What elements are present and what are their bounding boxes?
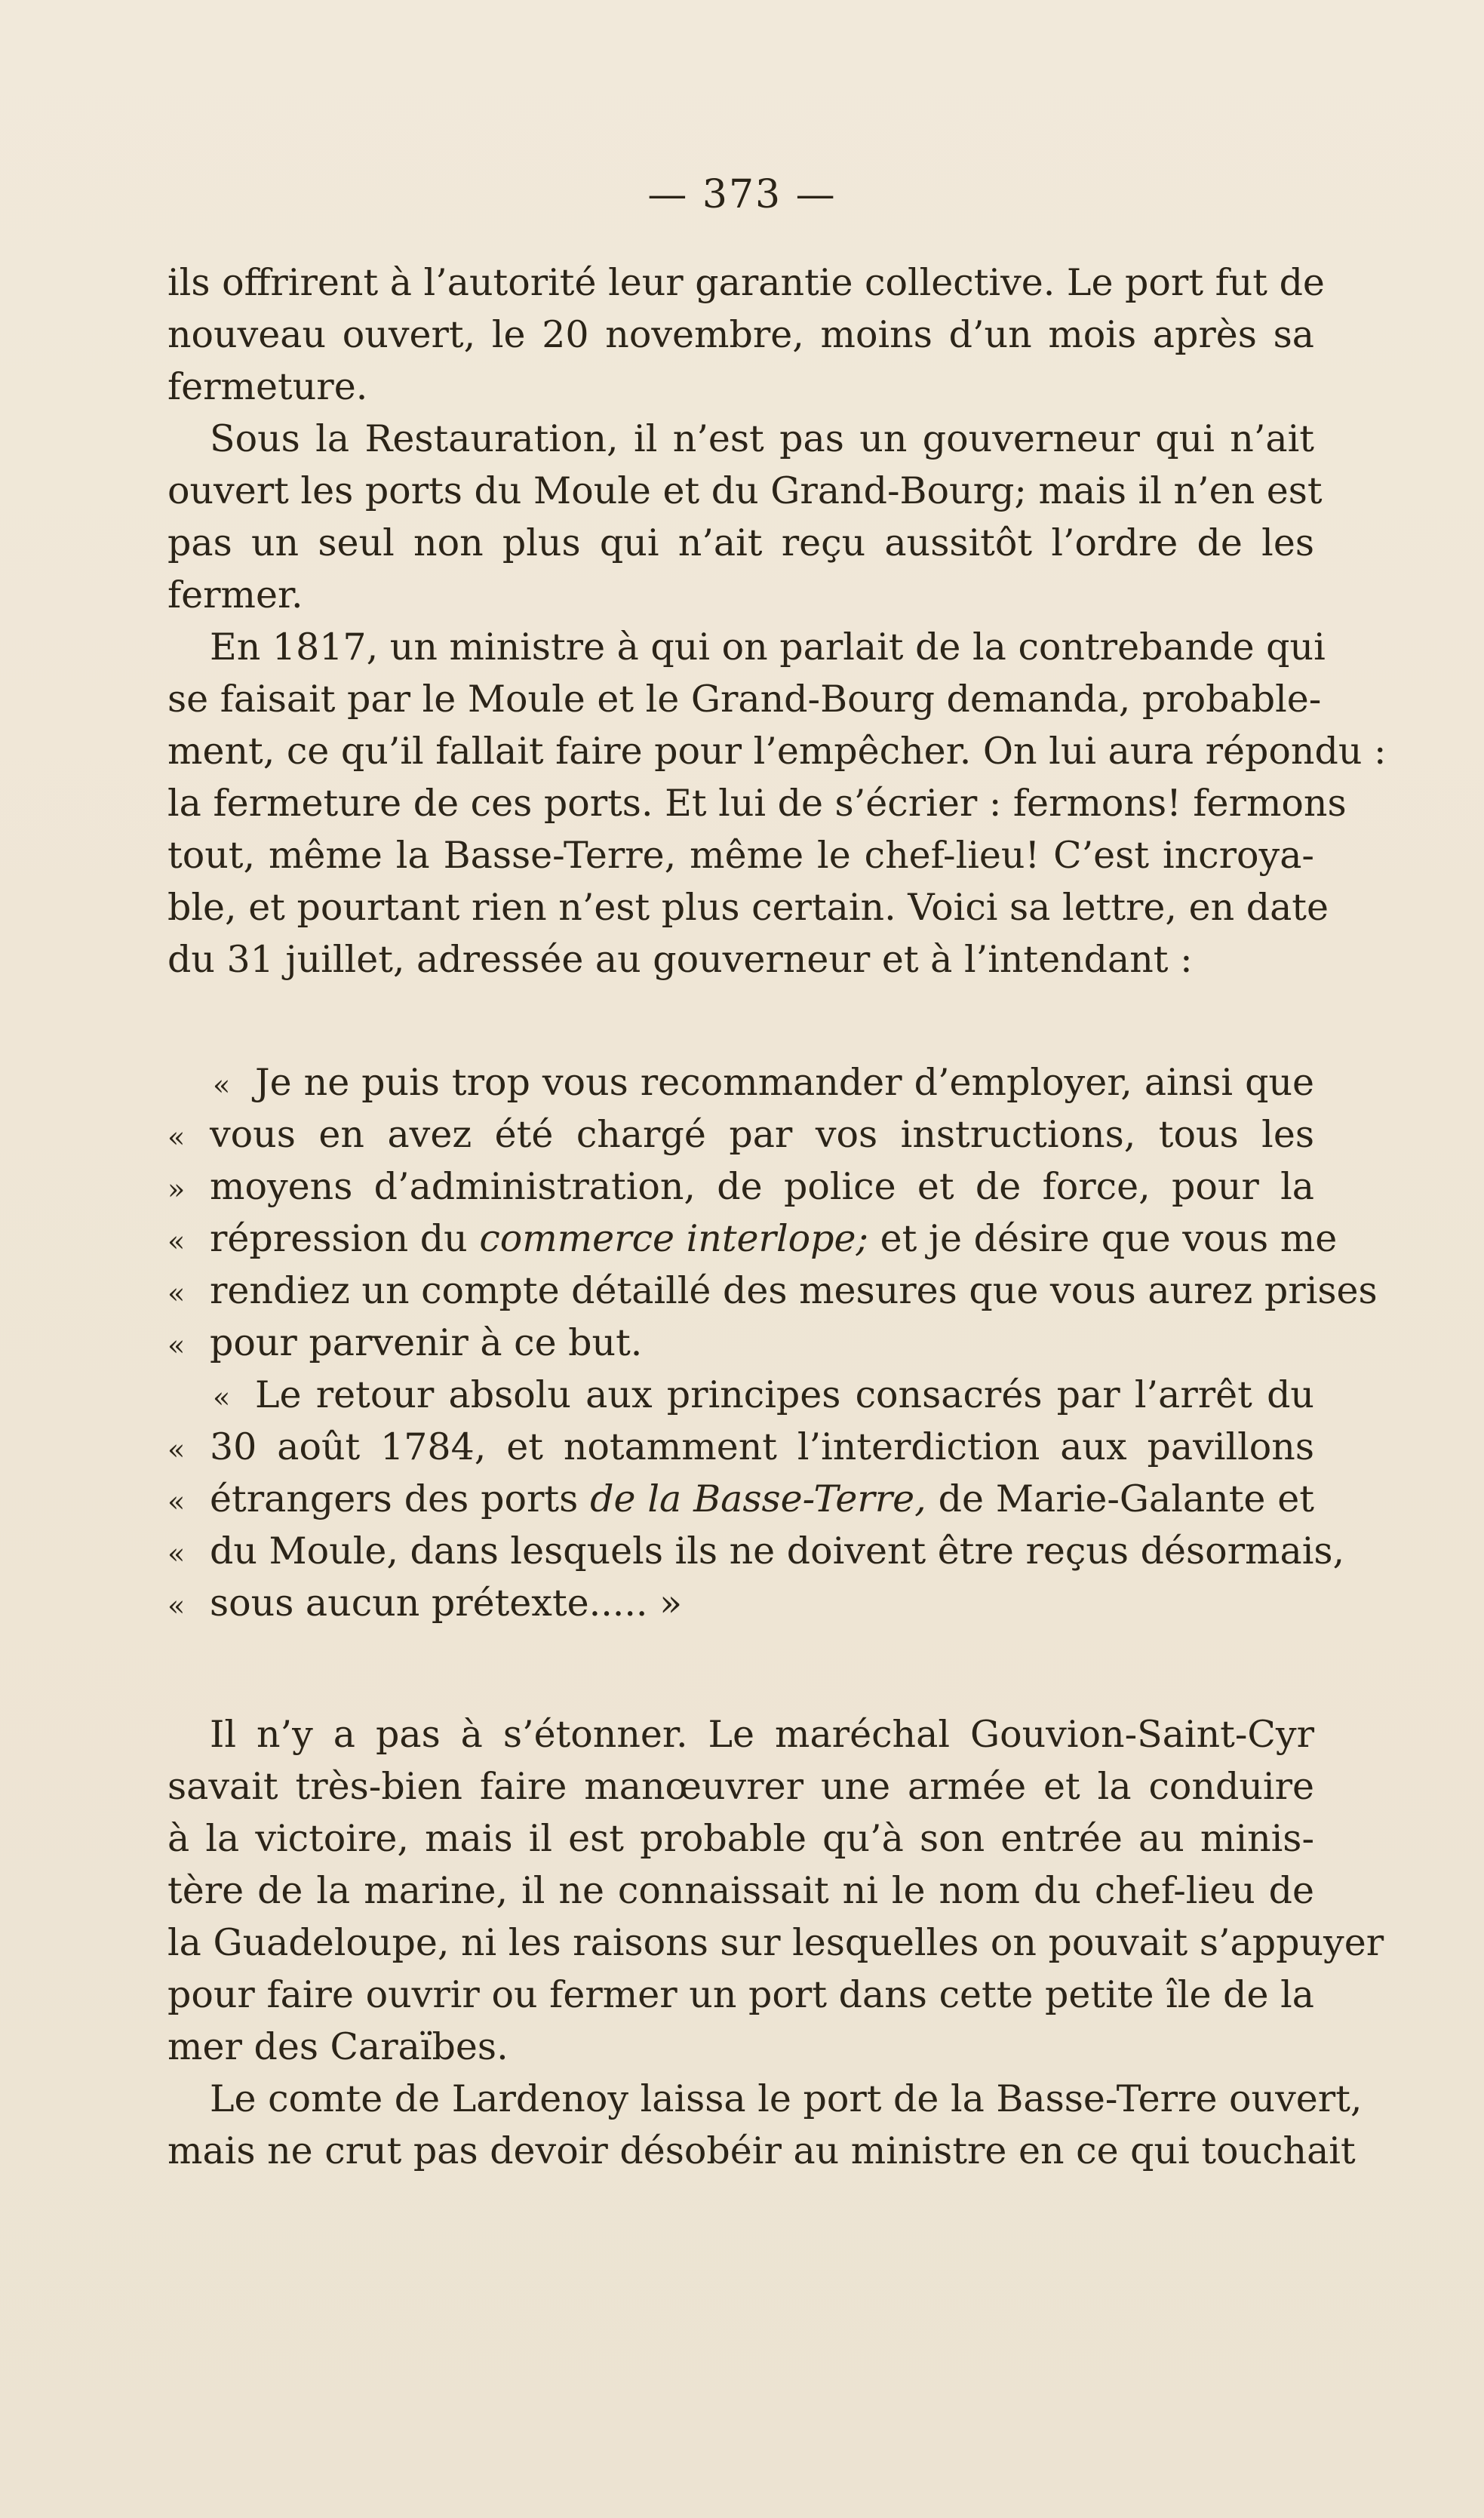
- quote-line: [167, 1577, 1314, 1629]
- quote-mark: »: [167, 1173, 186, 1206]
- quote-text: vous en avez été chargé par vos instructions, tous les: [210, 1113, 1314, 1156]
- quote-mark: «: [167, 1485, 186, 1518]
- quote-text: étrangers des ports: [210, 1477, 591, 1520]
- quote-text: de Marie-Galante et: [926, 1477, 1314, 1520]
- text-line: En 1817, un ministre à qui on parlait de la contrebande qui: [210, 626, 1326, 669]
- quote-mark: «: [213, 1068, 231, 1102]
- text-line: fermeture.: [167, 365, 368, 408]
- text-line: tère de la marine, il ne connaissait ni le nom du chef-lieu de: [167, 1869, 1314, 1912]
- text-line: ment, ce qu’il fallait faire pour l’empêcher. On lui aura répondu :: [167, 730, 1387, 773]
- quote-text: rendiez un compte détaillé des mesures que vous aurez prises: [210, 1269, 1378, 1312]
- quote-text: Je ne puis trop vous recommander d’employer, ainsi que: [255, 1061, 1314, 1104]
- quote-line: [167, 1369, 1314, 1421]
- text-line: Il n’y a pas à s’étonner. Le maréchal Gouvion-Saint-Cyr: [210, 1713, 1314, 1756]
- quote-italic-text: de la Basse-Terre,: [590, 1477, 926, 1520]
- text-line: mer des Caraïbes.: [167, 2025, 508, 2068]
- quote-text: sous aucun prétexte..... »: [210, 1582, 683, 1625]
- page-number-header: — 373 —: [647, 172, 837, 217]
- quote-line: [167, 1161, 1314, 1213]
- quote-italic-text: commerce interlope;: [479, 1217, 869, 1260]
- quote-text: Le retour absolu aux principes consacrés par l’arrêt du: [255, 1373, 1314, 1416]
- quote-line: [167, 1473, 1314, 1525]
- quote-text: du Moule, dans lesquels ils ne doivent être reçus désormais,: [210, 1530, 1345, 1573]
- quoted-letter: [167, 1056, 1378, 1629]
- quote-mark: «: [167, 1121, 186, 1154]
- quote-mark: «: [167, 1225, 186, 1258]
- text-line: du 31 juillet, adressée au gouverneur et à l’intendant :: [167, 938, 1193, 981]
- text-line: à la victoire, mais il est probable qu’à son entrée au minis-: [167, 1817, 1314, 1860]
- text-line: Le comte de Lardenoy laissa le port de la Basse-Terre ouvert,: [210, 2077, 1363, 2120]
- quote-line: [167, 1213, 1338, 1265]
- quote-mark: «: [213, 1381, 231, 1414]
- text-line: ils offrirent à l’autorité leur garantie collective. Le port fut de: [167, 261, 1325, 304]
- quote-line: [167, 1265, 1378, 1317]
- quote-mark: «: [167, 1277, 186, 1310]
- text-line: Sous la Restauration, il n’est pas un gouverneur qui n’ait: [210, 417, 1314, 460]
- quote-line: [167, 1108, 1314, 1161]
- text-line: nouveau ouvert, le 20 novembre, moins d’un mois après sa: [167, 313, 1314, 356]
- text-line: pour faire ouvrir ou fermer un port dans cette petite île de la: [167, 1973, 1314, 2016]
- quote-text: 30 août 1784, et notamment l’interdiction aux pavillons: [210, 1425, 1314, 1468]
- quote-mark: «: [167, 1433, 186, 1466]
- quote-line: [167, 1317, 1314, 1369]
- quote-mark: «: [167, 1537, 186, 1570]
- text-line: la fermeture de ces ports. Et lui de s’écrier : fermons! fermons: [167, 782, 1347, 825]
- paragraphs-before-quote: [167, 257, 1387, 985]
- text-line: ouvert les ports du Moule et du Grand-Bourg; mais il n’en est: [167, 469, 1323, 512]
- text-line: la Guadeloupe, ni les raisons sur lesquelles on pouvait s’appuyer: [167, 1921, 1384, 1964]
- text-line: ble, et pourtant rien n’est plus certain. Voici sa lettre, en date: [167, 886, 1329, 929]
- text-line: savait très-bien faire manœuvrer une armée et la conduire: [167, 1765, 1314, 1808]
- text-line: mais ne crut pas devoir désobéir au ministre en ce qui touchait: [167, 2129, 1356, 2172]
- text-line: fermer.: [167, 573, 303, 616]
- paragraphs-after-quote: [167, 1708, 1384, 2177]
- quote-text: et je désire que vous me: [868, 1217, 1338, 1260]
- quote-line: [167, 1525, 1345, 1577]
- quote-mark: «: [167, 1589, 186, 1622]
- text-line: tout, même la Basse-Terre, même le chef-lieu! C’est incroya-: [167, 834, 1314, 877]
- text-line: pas un seul non plus qui n’ait reçu aussitôt l’ordre de les: [167, 521, 1314, 564]
- quote-text: répression du: [210, 1217, 480, 1260]
- quote-mark: «: [167, 1329, 186, 1362]
- quote-line: [167, 1056, 1314, 1108]
- quote-line: [167, 1421, 1314, 1473]
- text-line: se faisait par le Moule et le Grand-Bourg demanda, probable-: [167, 678, 1322, 721]
- quote-text: moyens d’administration, de police et de force, pour la: [210, 1165, 1314, 1208]
- quote-text: pour parvenir à ce but.: [210, 1321, 643, 1364]
